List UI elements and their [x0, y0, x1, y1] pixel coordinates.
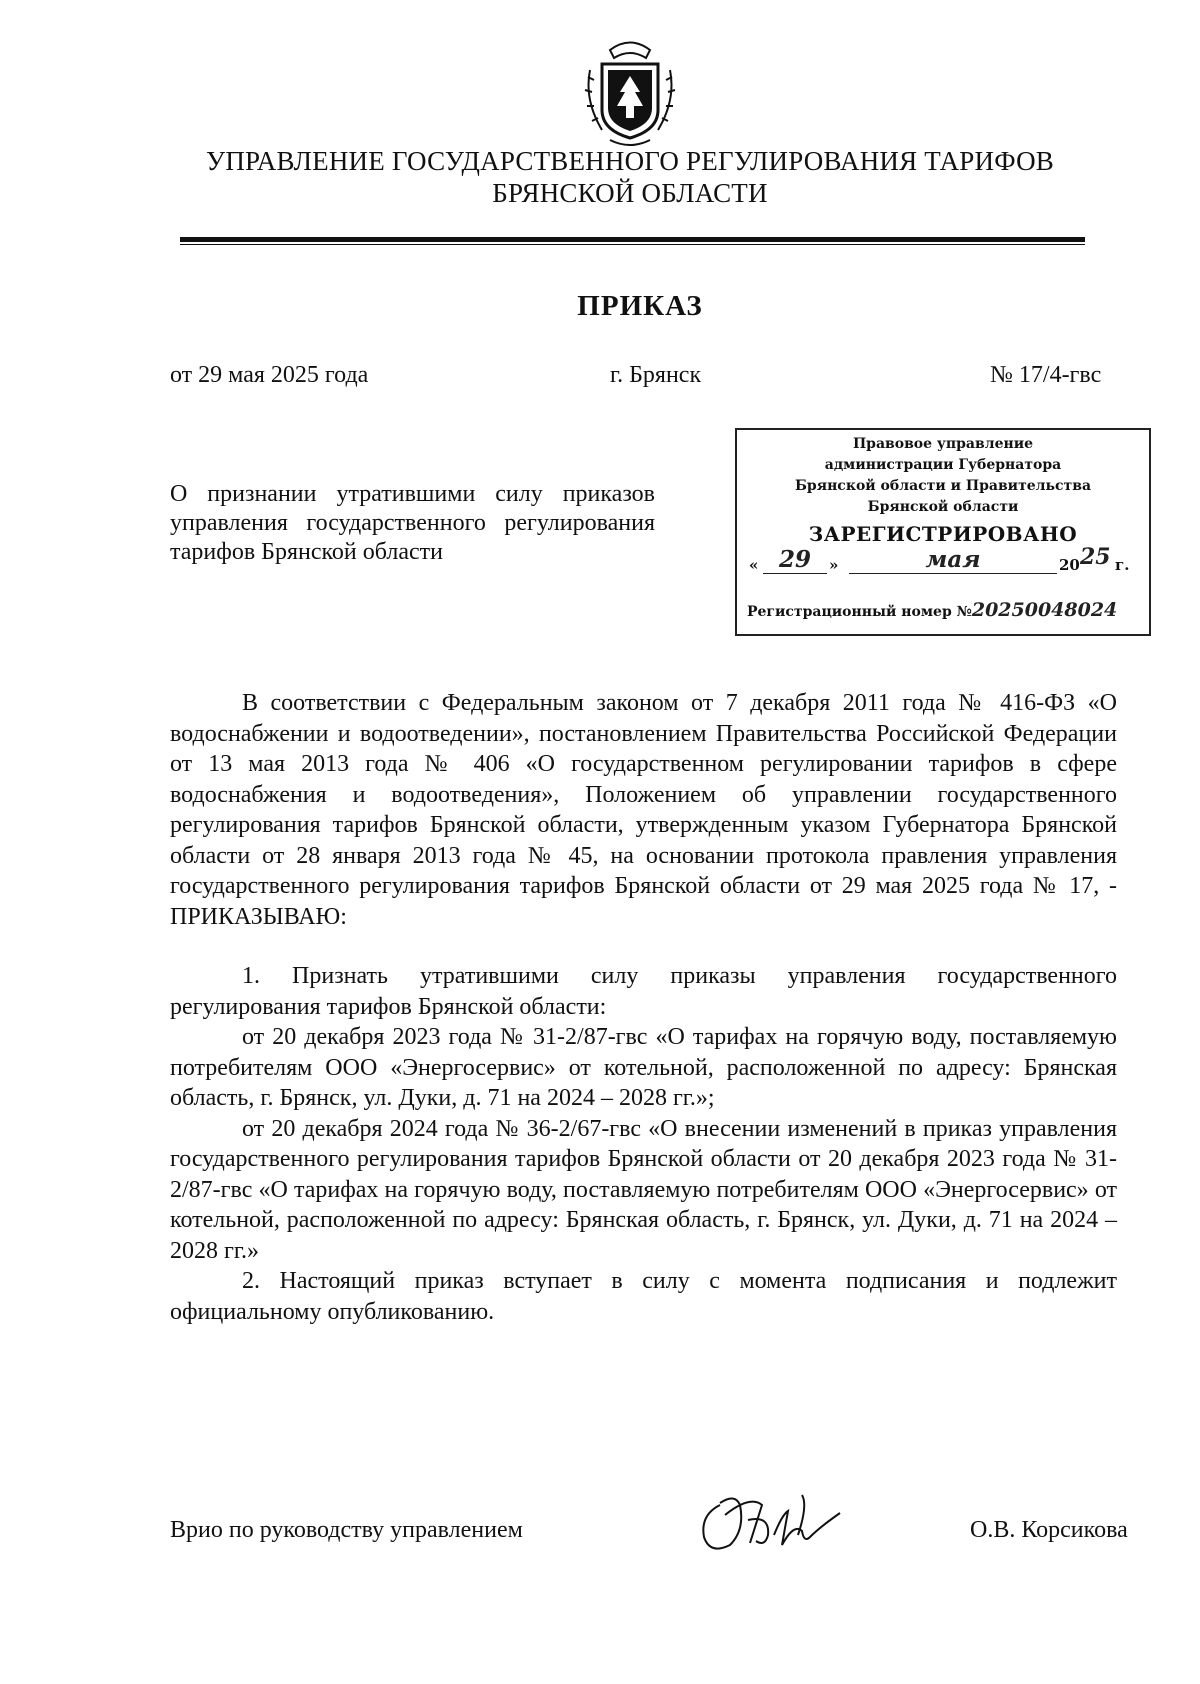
registration-stamp	[735, 428, 1151, 636]
stamp-line: Брянской области и Правительства	[794, 478, 1092, 494]
stamp-month: мая	[849, 546, 1057, 574]
header-divider-thin	[180, 244, 1085, 245]
stamp-registered: ЗАРЕГИСТРИРОВАНО	[808, 522, 1078, 546]
preamble: В соответствии с Федеральным законом от 7 декабря 2011 года № 416-ФЗ «О водоснабжении и водоотведении», постановлением Правительства Российской Федерации от 13 мая 2013 года № 406 «О государственном регулировании тарифов в сфере водоснабжения и водоотведения», Положением об управлении государственного регулирования тарифов Брянской области, утвержденным указом Губернатора Брянской области от 28 января 2013 года № 45, на основании протокола правления управления государственного регулирования тарифов Брянской области от 29 мая 2025 года № 17, -	[170, 690, 1117, 899]
stamp-year: 25	[1080, 544, 1111, 570]
stamp-line: Правовое управление	[852, 436, 1034, 452]
item-1a: от 20 декабря 2023 года № 31-2/87-гвс «О тарифах на горячую воду, поставляемую потребителям ООО «Энергосервис» от котельной, расположенной по адресу: Брянская область, г. Брянск, ул. Дуки, д. 71 на 2024 – 2028 гг.»;	[170, 1024, 1117, 1111]
order-subject: О признании утратившими силу приказов управления государственного регулирования тарифов Брянской области	[170, 481, 655, 565]
order-date: от 29 мая 2025 года	[170, 362, 369, 388]
header-divider-thick	[180, 237, 1085, 242]
order-word: ПРИКАЗЫВАЮ:	[170, 903, 347, 930]
organization-name-line1: УПРАВЛЕНИЕ ГОСУДАРСТВЕННОГО РЕГУЛИРОВАНИЯ ТАРИФОВ	[206, 146, 1054, 176]
document-title: ПРИКАЗ	[577, 290, 703, 322]
stamp-reg-number-line: Регистрационный номер №20250048024	[747, 599, 1118, 621]
stamp-line: Брянской области	[867, 499, 1019, 515]
coat-of-arms-icon	[580, 30, 680, 150]
order-city: г. Брянск	[610, 362, 702, 388]
stamp-line: администрации Губернатора	[824, 457, 1062, 473]
item-1: 1. Признать утратившими силу приказы управления государственного регулирования тарифов Брянской области:	[170, 963, 1117, 1020]
item-1b: от 20 декабря 2024 года № 36-2/67-гвс «О внесении изменений в приказ управления государственного регулирования тарифов Брянской области от 20 декабря 2023 года № 31-2/87-гвс «О тарифах на горячую воду, поставляемую потребителям ООО «Энергосервис» от котельной, расположенной по адресу: Брянская область, г. Брянск, ул. Дуки, д. 71 на 2024 – 2028 гг.»	[170, 1115, 1117, 1264]
order-number: № 17/4-гвс	[990, 362, 1102, 388]
stamp-day: 29	[763, 546, 827, 574]
stamp-reg-number: 20250048024	[971, 599, 1118, 621]
document-body	[170, 688, 1117, 1327]
item-2: 2. Настоящий приказ вступает в силу с момента подписания и подлежит официальному опубликованию.	[170, 1268, 1117, 1325]
handwritten-signature	[690, 1475, 870, 1565]
organization-name-line2: БРЯНСКОЙ ОБЛАСТИ	[492, 178, 768, 208]
stamp-date-line: « 29 » мая 20 25 г.	[749, 544, 1130, 574]
signer-position: Врио по руководству управлением	[170, 1517, 523, 1543]
signer-name: О.В. Корсикова	[970, 1517, 1128, 1543]
